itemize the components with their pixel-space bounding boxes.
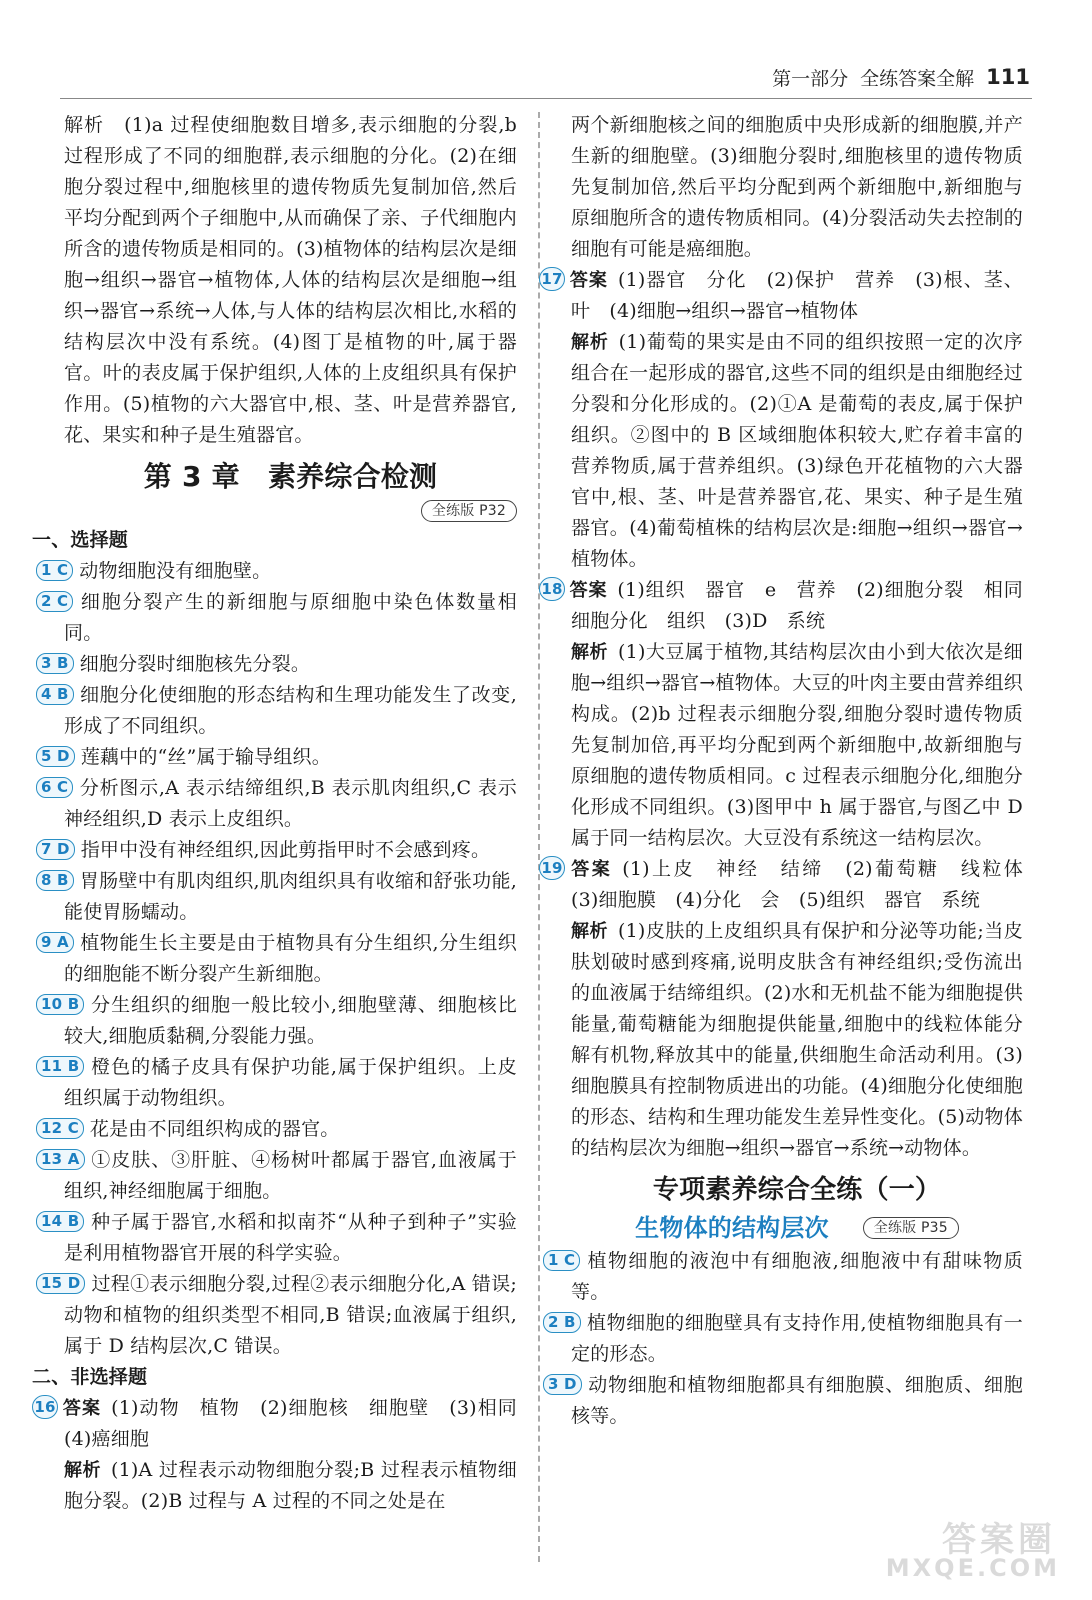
q18-explanation [571,637,1023,854]
answer-tag: 13 A [36,1149,85,1170]
special-subtitle-row [571,1210,1023,1246]
answer-tag: 8 B [36,870,74,891]
list-item [41,1052,517,1114]
question-number-badge: 16 [32,1395,58,1419]
page-header [772,62,1030,92]
list-item [41,1269,517,1362]
right-column [541,110,1043,1432]
intro-explanation: 解析 (1)a 过程使细胞数目增多,表示细胞的分裂,b 过程形成了不同的细胞群,表示细胞的分化。(2)在细胞分裂过程中,细胞核里的遗传物质先复制加倍,然后平均分配到两个子细胞中,从而确保了亲、子代细胞内所含的遗传物质是相同的。(3)植物体的结构层次是细胞→组织→器官→植物体,人体的结构层次是细胞→组织→器官→系统→人体,与人体的结构层次相比,水稻的结构层次中没有系统。(4)图丁是植物的叶,属于器官。叶的表皮属于保护组织,人体的上皮组织具有保护作用。(5)植物的六大器官中,根、茎、叶是营养器官,花、果实和种子是生殖器官。 [64,114,517,446]
answer-text: 植物细胞的液泡中有细胞液,细胞液中有甜味物质等。 [571,1250,1023,1303]
q18-answer [541,575,1043,637]
answer-text: 动物细胞没有细胞壁。 [79,560,272,582]
q16-answer [34,1393,537,1455]
answer-text: 莲藕中的“丝”属于输导组织。 [80,746,331,768]
header-section: 第一部分 [772,67,849,90]
answer-text: 细胞分裂时细胞核先分裂。 [79,653,311,675]
answer-tag: 3 D [543,1374,582,1395]
list-item [41,866,517,928]
list-item [41,649,517,680]
explanation-keyword: 解析 [64,1460,101,1481]
answer-tag: 2 B [543,1312,581,1333]
answer-text: 过程①表示细胞分裂,过程②表示细胞分化,A 错误;动物和植物的组织类型不相同,B 错误;血液属于组织,属于 D 结构层次,C 错误。 [64,1273,517,1357]
chapter-title: 第 3 章 素养综合检测 [143,460,438,493]
answer-text: 胃肠壁中有肌肉组织,肌肉组织具有收缩和舒张功能,能使胃肠蠕动。 [64,870,517,923]
answer-text: 分析图示,A 表示结缔组织,B 表示肌肉组织,C 表示神经组织,D 表示上皮组织。 [64,777,517,830]
answer-text: 植物能生长主要是由于植物具有分生组织,分生组织的细胞能不断分裂产生新细胞。 [64,932,517,985]
special-answer-list [548,1246,1023,1432]
answer-tag: 2 C [36,591,73,612]
answer-keyword: 答案 [569,580,608,601]
question-19 [541,854,1043,1164]
explanation-text: (1)大豆属于植物,其结构层次由小到大依次是细胞→组织→器官→植物体。大豆的叶肉主要由营养组织构成。(2)b 过程表示细胞分裂,细胞分裂时遗传物质先复制加倍,再平均分配到两个新细胞中,故新细胞与原细胞的遗传物质相同。c 过程表示细胞分化,细胞分化形成不同组织。(3)图甲中 h 属于器官,与图乙中 D 属于同一结构层次。大豆没有系统这一结构层次。 [571,641,1023,849]
special-ref-badge: 全练版 P35 [863,1217,959,1239]
answer-text: (1)动物 植物 (2)细胞核 细胞壁 (3)相同 (4)癌细胞 [64,1397,537,1450]
answer-text: 细胞分裂产生的新细胞与原细胞中染色体数量相同。 [64,591,517,644]
watermark-domain: MXQE.COM [885,1554,1060,1582]
list-item [41,1114,517,1145]
explanation-text: (1)皮肤的上皮组织具有保护和分泌等功能;当皮肤划破时感到疼痛,说明皮肤含有神经组织;受伤流出的血液属于结缔组织。(2)水和无机盐不能为细胞提供能量,葡萄糖能为细胞提供能量,细胞中的线粒体能分解有机物,释放其中的能量,供细胞生命活动利用。(3)细胞膜具有控制物质进出的功能。(4)细胞分化使细胞的形态、结构和生理功能发生差异性变化。(5)动物体的结构层次为细胞→组织→器官→系统→动物体。 [571,920,1023,1159]
q19-answer [541,854,1043,916]
answer-text: 植物细胞的细胞壁具有支持作用,使植物细胞具有一定的形态。 [571,1312,1023,1365]
question-number-badge: 17 [539,267,565,291]
question-number-badge: 18 [539,577,565,601]
answer-keyword: 答案 [569,859,613,880]
list-item [41,835,517,866]
list-item [41,990,517,1052]
answer-tag: 15 D [36,1273,85,1294]
answer-tag: 1 C [543,1250,580,1271]
q17-answer [541,265,1023,327]
explanation-keyword: 解析 [571,332,609,353]
answer-text: 细胞分化使细胞的形态结构和生理功能发生了改变,形成了不同组织。 [64,684,517,737]
list-item [548,1308,1023,1370]
chapter-ref-row [64,497,517,525]
special-subtitle: 生物体的结构层次 [635,1213,829,1242]
answer-tag: 4 B [36,684,74,705]
answer-text: 动物细胞和植物细胞都具有细胞膜、细胞质、细胞核等。 [571,1374,1023,1427]
answer-tag: 1 C [36,560,73,581]
answer-tag: 12 C [36,1118,84,1139]
list-item [41,928,517,990]
list-item [41,587,517,649]
answer-tag: 3 B [36,653,74,674]
answer-tag: 14 B [36,1211,84,1232]
answer-tag: 11 B [36,1056,84,1077]
answer-text: ①皮肤、③肝脏、④杨树叶都属于器官,血液属于组织,神经细胞属于细胞。 [64,1149,517,1202]
q16-explanation-continued: 两个新细胞核之间的细胞质中央形成新的细胞膜,并产生新的细胞壁。(3)细胞分裂时,细胞核里的遗传物质先复制加倍,然后平均分配到两个新细胞中,新细胞与原细胞所含的遗传物质相同。(4)分裂活动失去控制的细胞有可能是癌细胞。 [571,114,1023,260]
answer-text: 种子属于器官,水稻和拟南芥“从种子到种子”实验是利用植物器官开展的科学实验。 [64,1211,517,1264]
header-rule [60,98,1032,99]
explanation-keyword: 解析 [571,921,609,942]
q16-explanation [64,1455,517,1517]
list-item [41,1207,517,1269]
list-item [41,742,517,773]
section-heading-choice: 一、选择题 [32,529,129,551]
answer-text: 分生组织的细胞一般比较小,细胞壁薄、细胞核比较大,细胞质黏稠,分裂能力强。 [64,994,517,1047]
watermark [838,1512,1068,1582]
header-title: 全练答案全解 [860,67,975,90]
column-divider [538,112,540,1562]
question-18 [541,575,1043,854]
answer-text: (1)组织 器官 e 营养 (2)细胞分裂 相同 细胞分化 组织 (3)D 系统 [571,579,1043,632]
list-item [41,556,517,587]
choice-answer-list [41,556,517,1362]
left-column [32,110,537,1517]
answer-tag: 5 D [36,746,75,767]
answer-keyword: 答案 [569,270,608,291]
answer-tag: 6 C [36,777,73,798]
list-item [41,1145,517,1207]
explanation-text: (1)A 过程表示动物细胞分裂;B 过程表示植物细胞分裂。(2)B 过程与 A 过程的不同之处是在 [64,1459,517,1512]
q19-explanation [571,916,1023,1164]
answer-text: 指甲中没有神经组织,因此剪指甲时不会感到疼。 [80,839,491,861]
watermark-logo-text: 答案圈 [942,1520,1056,1560]
answer-text: (1)上皮 神经 结缔 (2)葡萄糖 线粒体 (3)细胞膜 (4)分化 会 (5)组织 器官 系统 [571,858,1043,911]
answer-text: 橙色的橘子皮具有保护功能,属于保护组织。上皮组织属于动物组织。 [64,1056,517,1109]
chapter-ref-badge: 全练版 P32 [421,500,517,522]
question-number-badge: 19 [539,856,565,880]
q17-explanation [571,327,1023,575]
answer-tag: 10 B [36,994,84,1015]
list-item [548,1246,1023,1308]
list-item [41,680,517,742]
question-16 [34,1393,537,1517]
list-item [548,1370,1023,1432]
answer-tag: 9 A [36,932,74,953]
question-17 [541,265,1023,575]
page-number: 111 [986,65,1030,89]
explanation-keyword: 解析 [571,642,609,663]
explanation-text: (1)葡萄的果实是由不同的组织按照一定的次序组合在一起形成的器官,这些不同的组织是由细胞经过分裂和分化形成的。(2)①A 是葡萄的表皮,属于保护组织。②图中的 B 区域细胞体积较大,贮存着丰富的营养物质,属于营养组织。(3)绿色开花植物的六大器官中,根、茎、叶是营养器官,花、果实、种子是生殖器官。(4)葡萄植株的结构层次是:细胞→组织→器官→植物体。 [571,331,1023,570]
section-heading-nonchoice: 二、非选择题 [32,1366,148,1388]
answer-tag: 7 D [36,839,75,860]
answer-text: (1)器官 分化 (2)保护 营养 (3)根、茎、叶 (4)细胞→组织→器官→植物体 [571,269,1023,322]
list-item [41,773,517,835]
answer-keyword: 答案 [62,1398,102,1419]
answer-text: 花是由不同组织构成的器官。 [89,1118,340,1140]
special-section-title: 专项素养综合全练（一） [652,1175,942,1205]
